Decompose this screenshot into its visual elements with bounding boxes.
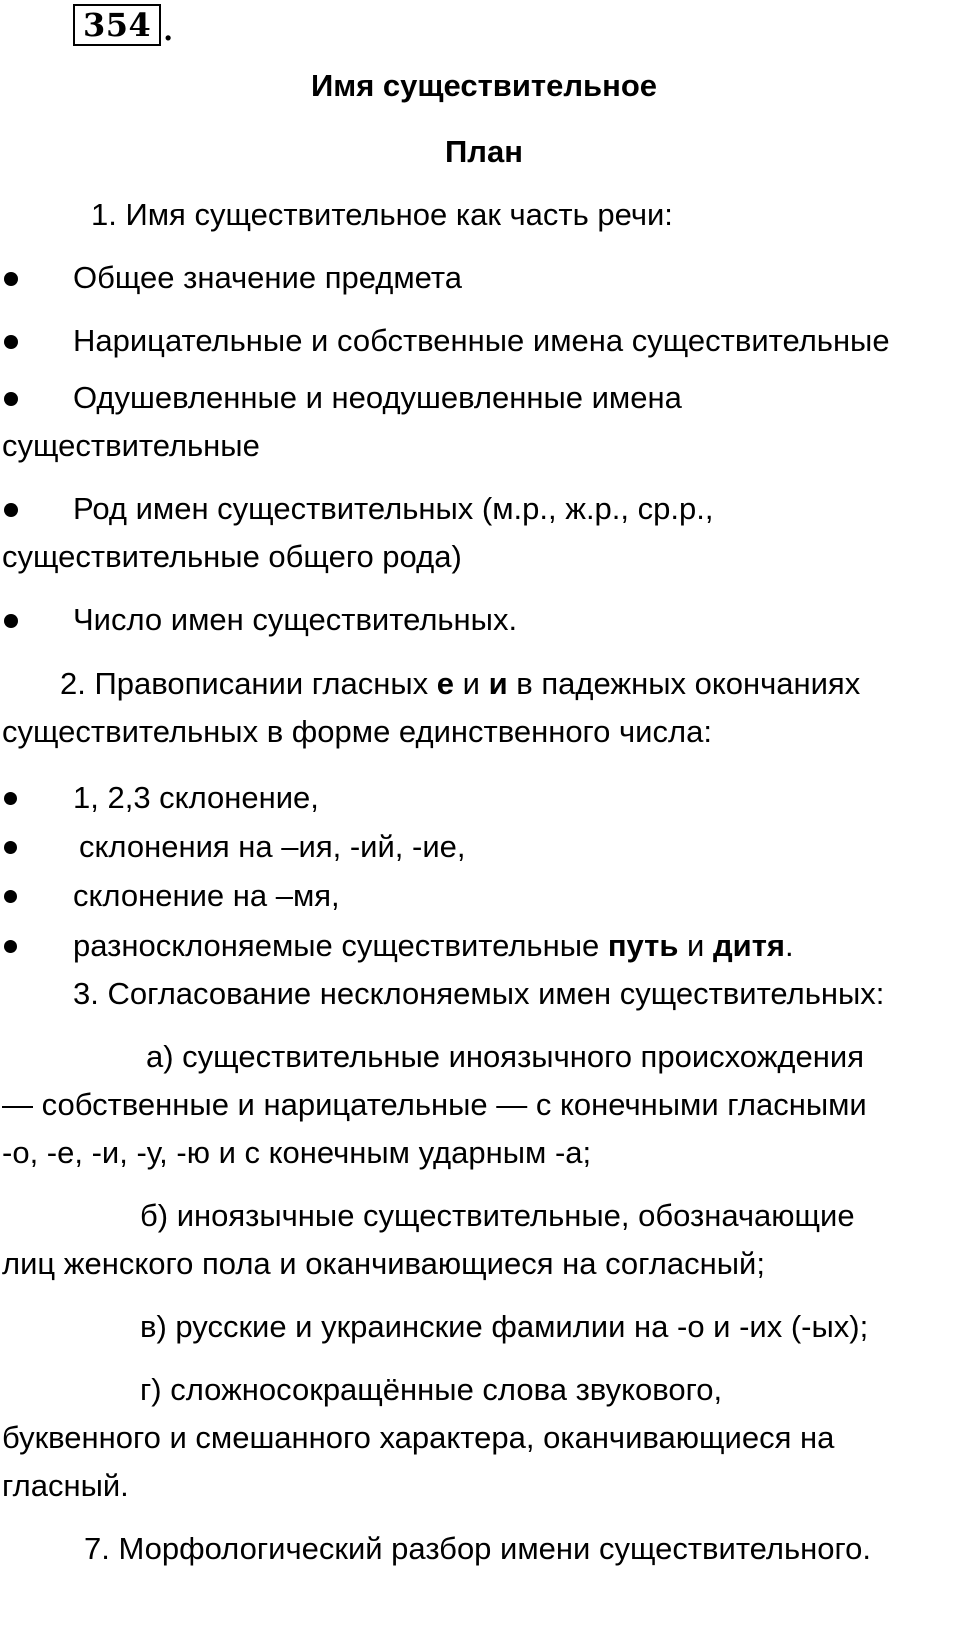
conjunction: и: [454, 666, 489, 701]
section2-item: склонения на –ия, -ий, -ие,: [79, 829, 466, 864]
bullet-icon: [4, 503, 18, 517]
section3-item-a-continuation: — собственные и нарицательные — с конечными гласными: [2, 1087, 867, 1122]
bullet-icon: [4, 792, 17, 805]
section2-item: склонение на –мя,: [73, 878, 340, 913]
bullet-icon: [4, 392, 18, 406]
document-title: Имя существительное: [311, 68, 657, 103]
section3-item-b: б) иноязычные существительные, обозначающие: [140, 1198, 855, 1233]
section3-item-g: г) сложносокращённые слова звукового,: [140, 1372, 723, 1407]
word-put: путь: [607, 928, 679, 963]
conjunction: и: [678, 928, 713, 963]
section3-item-a-continuation: -о, -е, -и, -у, -ю и с конечным ударным -а;: [2, 1135, 592, 1170]
bullet-icon: [4, 335, 18, 349]
section3-heading: 3. Согласование несклоняемых имен существительных:: [73, 976, 885, 1011]
section2-heading-end: в падежных окончаниях: [507, 666, 861, 701]
section2-item-text: разносклоняемые существительные: [73, 928, 608, 963]
section2-heading-continuation: существительных в форме единственного числа:: [2, 714, 712, 749]
section3-item-v: в) русские и украинские фамилии на -о и -их (-ых);: [140, 1309, 869, 1344]
bullet-icon: [4, 272, 18, 286]
vowel-i: и: [488, 666, 508, 701]
section2-heading-start: 2. Правописании гласных: [60, 666, 437, 701]
word-ditya: дитя: [712, 928, 785, 963]
bullet-icon: [4, 614, 18, 628]
section3-item-g-continuation: гласный.: [2, 1468, 129, 1503]
section1-heading: 1. Имя существительное как часть речи:: [91, 197, 673, 232]
bullet-icon: [4, 841, 17, 854]
bullet-icon: [4, 890, 17, 903]
section7-heading: 7. Морфологический разбор имени существительного.: [84, 1531, 871, 1566]
exercise-number-badge: [73, 4, 173, 46]
section1-item-continuation: существительные общего рода): [2, 539, 462, 574]
section1-item: Общее значение предмета: [73, 260, 462, 295]
section1-item: Одушевленные и неодушевленные имена: [73, 380, 682, 415]
section3-item-b-continuation: лиц женского пола и оканчивающиеся на согласный;: [2, 1246, 765, 1281]
section2-heading: [60, 664, 860, 704]
section1-item-continuation: существительные: [2, 428, 260, 463]
section3-item-g-continuation: буквенного и смешанного характера, оканчивающиеся на: [2, 1420, 835, 1455]
section1-item: Число имен существительных.: [73, 602, 518, 637]
plan-heading: План: [445, 134, 523, 169]
section1-item: Нарицательные и собственные имена существительные: [73, 323, 890, 358]
section3-item-a: а) существительные иноязычного происхождения: [146, 1039, 864, 1074]
section2-item: 1, 2,3 склонение,: [73, 780, 319, 815]
end-dot: .: [784, 928, 794, 963]
exercise-number: 354: [73, 4, 161, 46]
bullet-icon: [4, 940, 17, 953]
exercise-number-dot: .: [163, 14, 174, 47]
section2-item: [73, 926, 794, 966]
vowel-e: е: [436, 666, 455, 701]
section1-item: Род имен существительных (м.р., ж.р., ср.р.,: [73, 491, 714, 526]
